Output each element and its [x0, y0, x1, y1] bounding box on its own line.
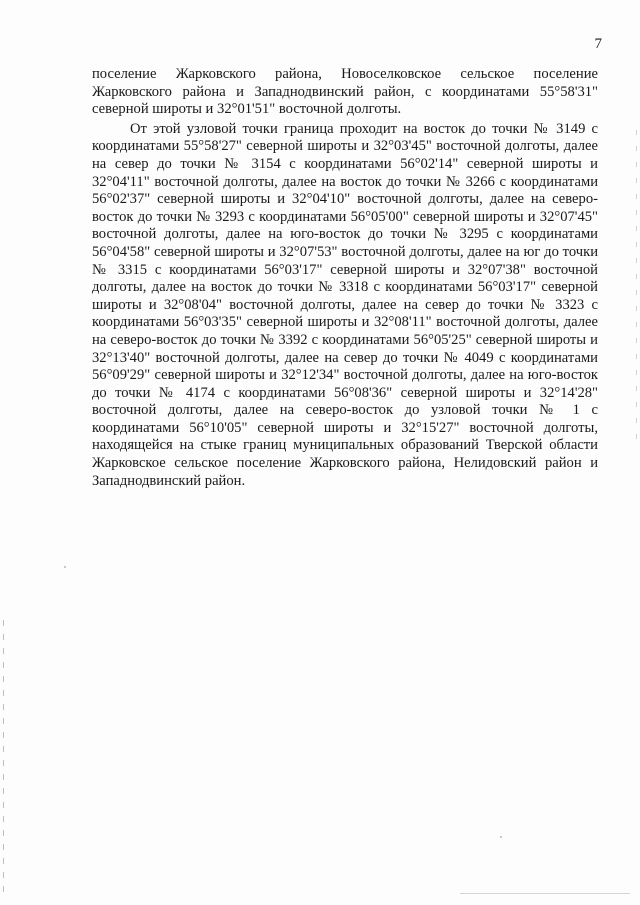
- paragraph-2: От этой узловой точки граница проходит на восток до точки № 3149 с координатами 55°58'27" северной широты и 32°03'45" восточной долготы, далее на север до точки № 3154 с координатами 56°02'14" северной широты и 32°04'11" восточной долготы, далее на восток до точки № 3266 с координатами 56°02'37" северной широты и 32°04'10" восточной долготы, далее на северо-восток до точки № 3293 с координатами 56°05'00" северной широты и 32°07'45" восточной долготы, далее на юго-восток до точки № 3295 с координатами 56°04'58" северной широты и 32°07'53" восточной долготы, далее на юг до точки № 3315 с координатами 56°03'17" северной широты и 32°07'38" восточной долготы, далее на восток до точки № 3318 с координатами 56°03'17" северной широты и 32°08'04" восточной долготы, далее на север до точки № 3323 с координатами 56°03'35" северной широты и 32°08'11" восточной долготы, далее на северо-восток до точки № 3392 с координатами 56°05'25" северной широты и 32°13'40" восточной долготы, далее на север до точки № 4049 с координатами 56°09'29" северной широты и 32°12'34" восточной долготы, далее на юго-восток до точки № 4174 с координатами 56°08'36" северной широты и 32°14'28" восточной долготы, далее на северо-восток до узловой точки № 1 с координатами 56°10'05" северной широты и 32°15'27" восточной долготы, находящейся на стыке границ муниципальных образований Тверской области Жарковское сельское поселение Жарковского района, Нелидовский район и Западнодвинский район.: [92, 120, 598, 489]
- scan-artifact-dot: [64, 566, 66, 568]
- page-number: 7: [594, 36, 602, 52]
- scan-artifact-left-edge: [3, 620, 4, 900]
- scan-artifact-dot: [500, 836, 502, 838]
- paragraph-1: поселение Жарковского района, Новоселковское сельское поселение Жарковского района и Западнодвинский район, с координатами 55°58'31" северной широты и 32°01'51" восточной долготы.: [92, 66, 598, 118]
- scan-artifact-right-edge: [636, 130, 637, 450]
- scan-artifact-bottom-line: [460, 893, 630, 894]
- document-body: [92, 66, 598, 490]
